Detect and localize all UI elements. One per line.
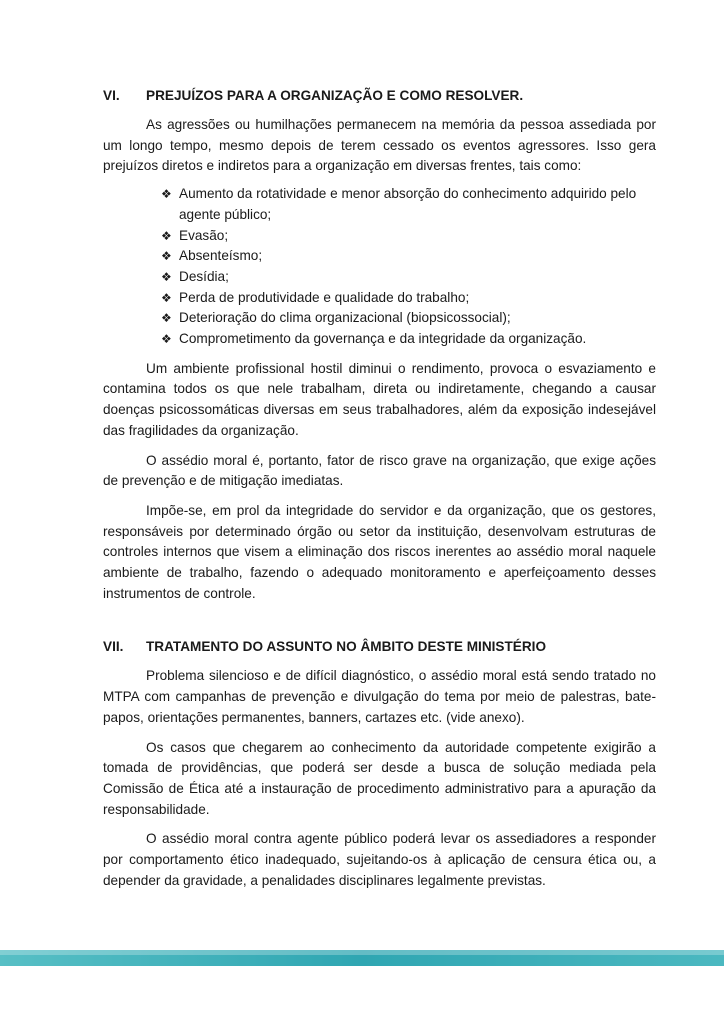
section-number: VI. — [103, 88, 120, 103]
list-item: ❖ Desídia; — [161, 267, 656, 288]
paragraph: O assédio moral é, portanto, fator de risco grave na organização, que exige ações de prevenção e de mitigação imediatas. — [103, 452, 656, 489]
paragraph: Os casos que chegarem ao conhecimento da autoridade competente exigirão a tomada de providências, que poderá ser desde a busca de solução mediada pela Comissão de Ética até a instauração de procedimento administrativo para a apuração da responsabilidade. — [103, 739, 656, 817]
section-number: VII. — [103, 639, 124, 655]
diamond-bullet-icon: ❖ — [161, 311, 172, 326]
section-heading-vii — [103, 637, 656, 657]
section-spacer — [103, 613, 656, 637]
diamond-bullet-icon: ❖ — [161, 290, 172, 305]
paragraph: Problema silencioso e de difícil diagnóstico, o assédio moral está sendo tratado no MTPA com campanhas de prevenção e divulgação do tema por meio de palestras, bate-papos, orientações permanentes, banners, cartazes etc. (vide anexo). — [103, 668, 656, 725]
list-item: ❖ Evasão; — [161, 226, 656, 247]
paragraph: Um ambiente profissional hostil diminui o rendimento, provoca o esvaziamento e contamina todos os que nele trabalham, direta ou indiretamente, chegando a causar doenças psicossomáticas diversas em seus trabalhadores, além da exposição indesejável das fragilidades da organização. — [103, 360, 656, 438]
diamond-bullet-icon: ❖ — [161, 269, 172, 284]
document-page — [103, 86, 656, 901]
paragraph: O assédio moral contra agente público poderá levar os assediadores a responder por comportamento ético inadequado, sujeitando-os à aplicação de censura ética ou, a depender da gravidade, a penalidades disciplinares legalmente previstas. — [103, 831, 656, 888]
list-item: ❖ Comprometimento da governança e da integridade da organização. — [161, 329, 656, 350]
diamond-bullet-icon: ❖ — [161, 187, 172, 202]
bullet-list — [103, 184, 656, 350]
list-item: ❖ Deterioração do clima organizacional (biopsicossocial); — [161, 308, 656, 329]
list-item: ❖ Absenteísmo; — [161, 246, 656, 267]
section-title: PREJUÍZOS PARA A ORGANIZAÇÃO E COMO RESOLVER. — [146, 88, 524, 103]
diamond-bullet-icon: ❖ — [161, 332, 172, 347]
list-item: ❖ Perda de produtividade e qualidade do trabalho; — [161, 288, 656, 309]
diamond-bullet-icon: ❖ — [161, 249, 172, 264]
section-title: TRATAMENTO DO ASSUNTO NO ÂMBITO DESTE MINISTÉRIO — [146, 639, 547, 655]
paragraph-intro: As agressões ou humilhações permanecem na memória da pessoa assediada por um longo tempo, mesmo depois de terem cessado os eventos agressores. Isso gera prejuízos diretos e indiretos para a organização em diversas frentes, tais como: — [103, 117, 656, 174]
list-item: ❖ Aumento da rotatividade e menor absorção do conhecimento adquirido pelo agente público; — [161, 186, 637, 222]
paragraph: Impõe-se, em prol da integridade do servidor e da organização, que os gestores, responsáveis por determinado órgão ou setor da instituição, desenvolvam estruturas de controles internos que visem a eliminação dos riscos inerentes ao assédio moral naquele ambiente de trabalho, fazendo o adequado monitoramento e aperfeiçoamento desses instrumentos de controle. — [103, 502, 656, 601]
footer-band — [0, 950, 724, 966]
section-heading-vi — [103, 86, 656, 106]
diamond-bullet-icon: ❖ — [161, 228, 172, 243]
footer-band-highlight — [0, 950, 724, 955]
